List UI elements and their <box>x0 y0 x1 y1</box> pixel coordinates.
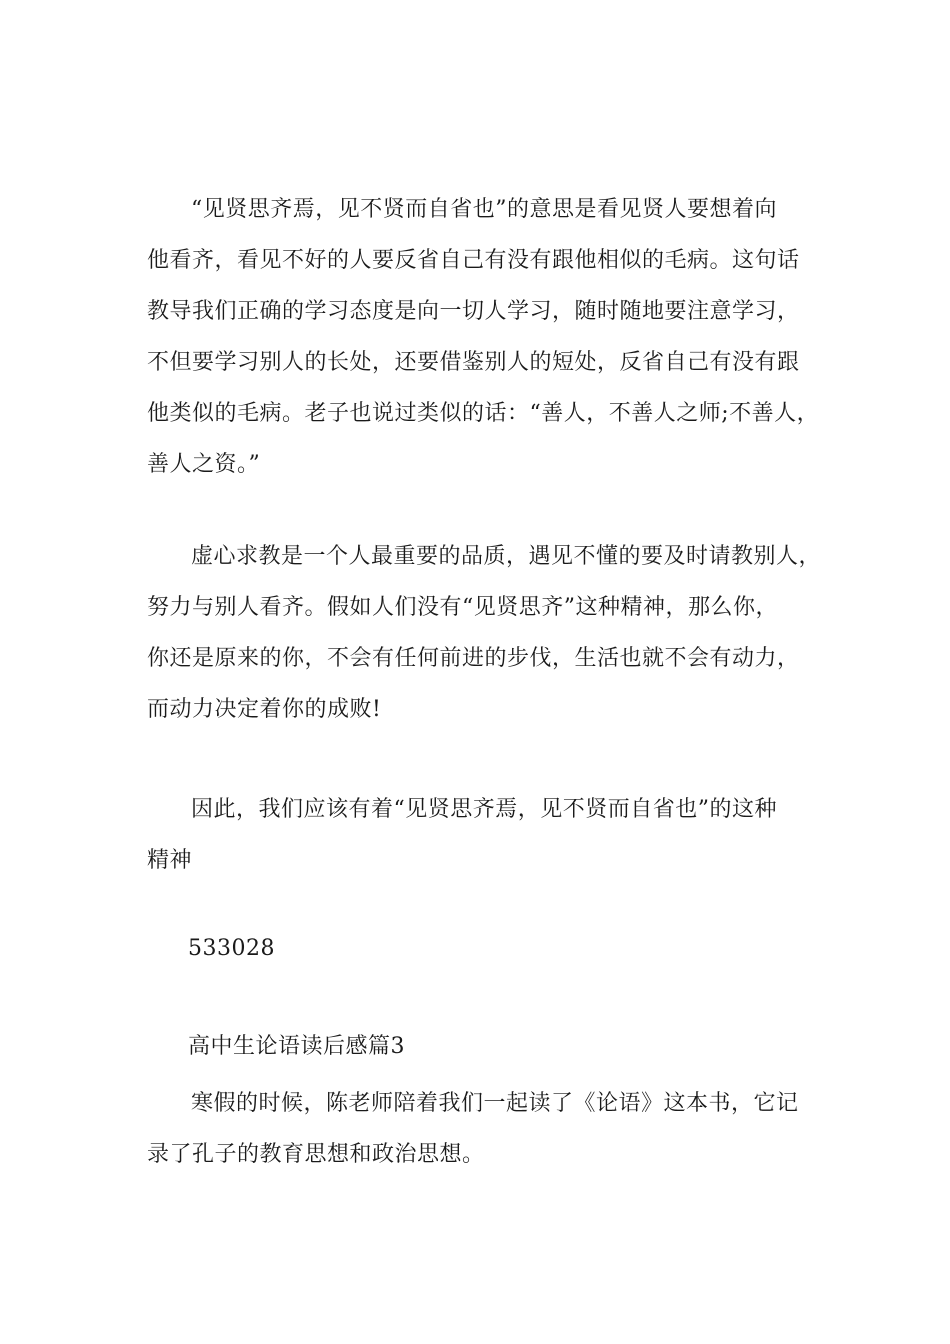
paragraph-line: 录了孔子的教育思想和政治思想。 <box>147 1142 485 1167</box>
paragraph-line: 精神 <box>147 848 193 873</box>
paragraph-line: 他类似的毛病。老子也说过类似的话：“善人，不善人之师;不善人， <box>147 401 820 426</box>
section-heading: 高中生论语读后感篇3 <box>188 1034 405 1059</box>
paragraph-line: 不但要学习别人的长处，还要借鉴别人的短处，反省自己有没有跟 <box>147 350 800 375</box>
paragraph-line: 善人之资。” <box>147 452 261 477</box>
paragraph-1 <box>147 184 819 490</box>
paragraph-3 <box>147 784 777 886</box>
paragraph-line: 虚心求教是一个人最重要的品质，遇见不懂的要及时请教别人， <box>191 544 822 569</box>
paragraph-4 <box>147 1078 799 1180</box>
paragraph-line: 你还是原来的你，不会有任何前进的步伐，生活也就不会有动力， <box>147 646 800 671</box>
paragraph-line: “见贤思齐焉，见不贤而自省也”的意思是看见贤人要想着向 <box>191 197 777 222</box>
paragraph-line: 他看齐，看见不好的人要反省自己有没有跟他相似的毛病。这句话 <box>147 248 800 273</box>
paragraph-line: 教导我们正确的学习态度是向一切人学习，随时随地要注意学习， <box>147 299 800 324</box>
paragraph-line: 因此，我们应该有着“见贤思齐焉，见不贤而自省也”的这种 <box>191 797 777 822</box>
number-line: 533028 <box>188 936 275 961</box>
paragraph-line: 寒假的时候，陈老师陪着我们一起读了《论语》这本书，它记 <box>191 1091 799 1116</box>
paragraph-line: 而动力决定着你的成败! <box>147 697 382 722</box>
paragraph-line: 努力与别人看齐。假如人们没有“见贤思齐”这种精神，那么你， <box>147 595 778 620</box>
paragraph-2 <box>147 531 821 735</box>
